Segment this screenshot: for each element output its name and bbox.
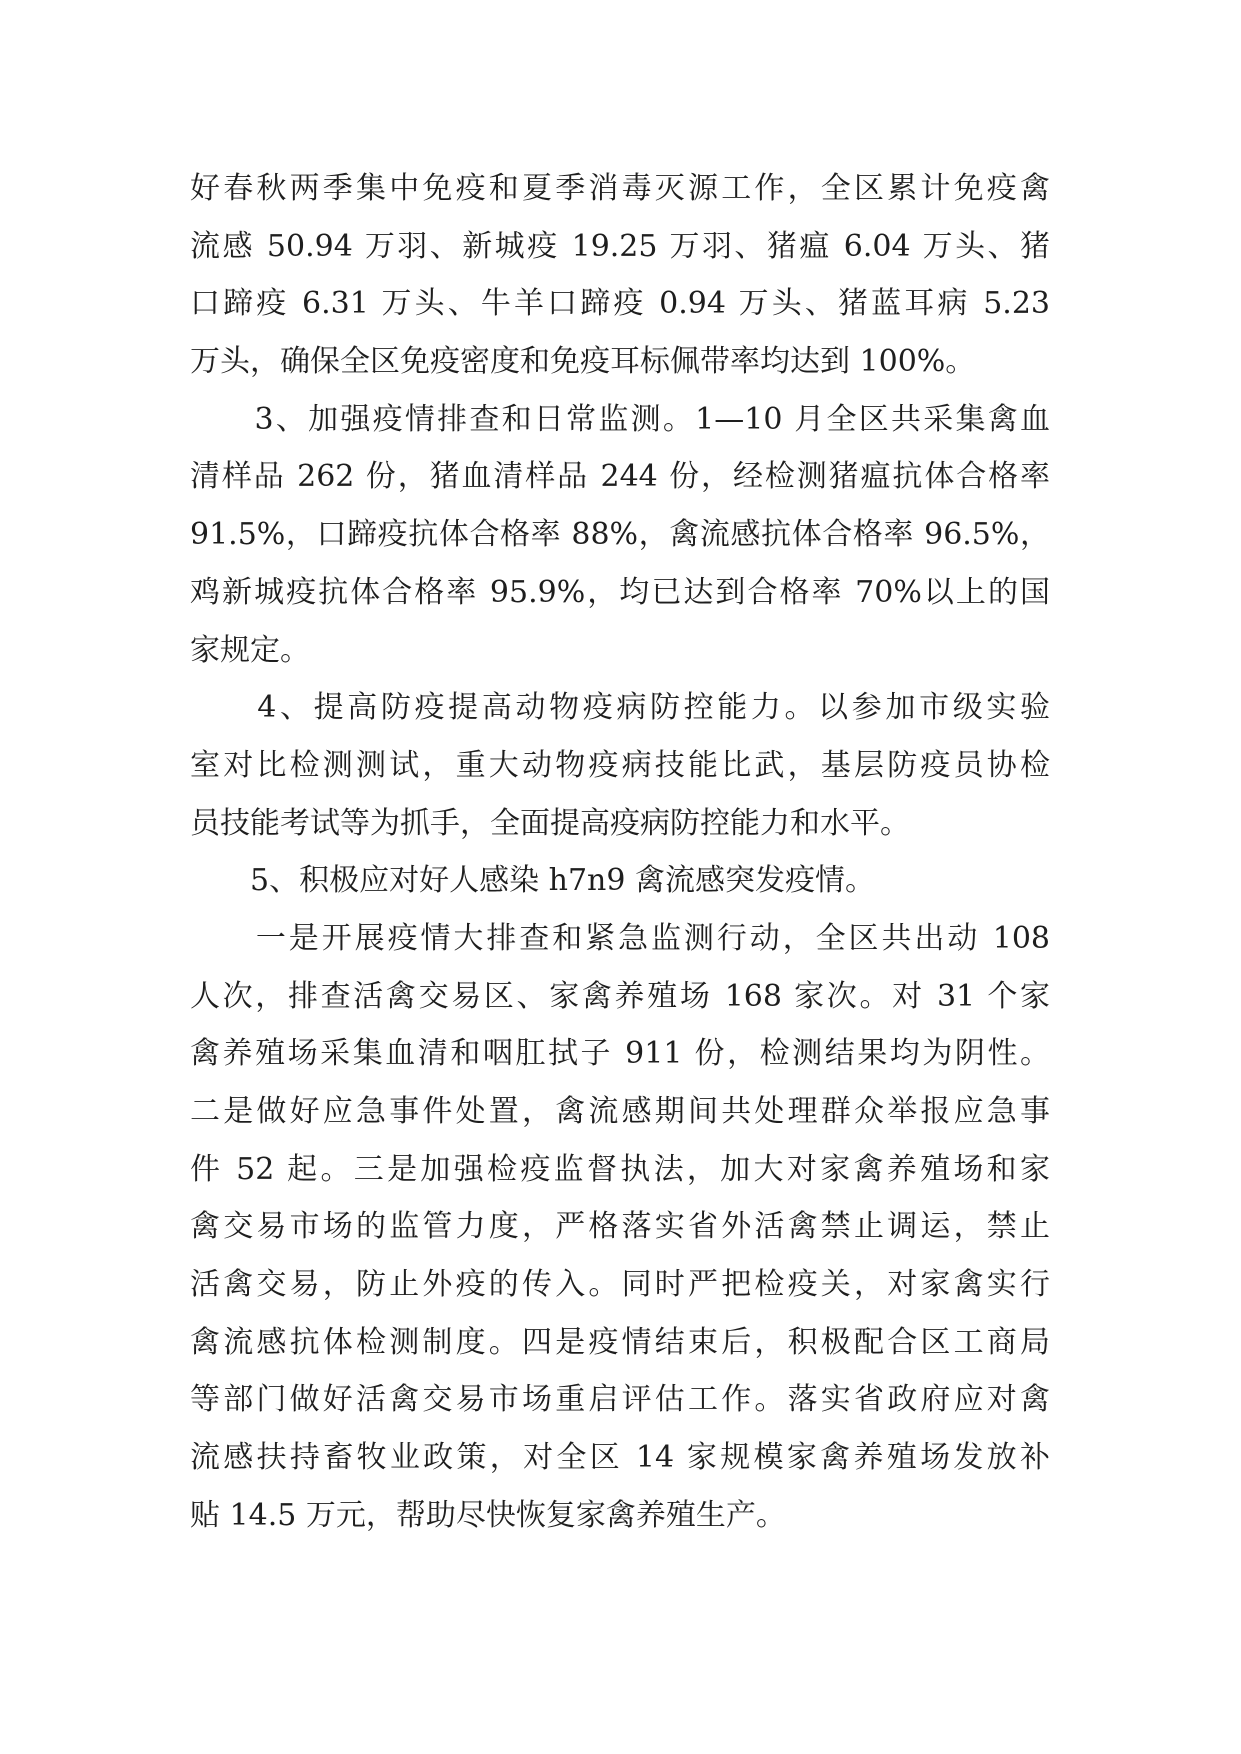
text-line: 活禽交易，防止外疫的传入。同时严把检疫关，对家禽实行 — [190, 1267, 1050, 1303]
text-line: 二是做好应急事件处置，禽流感期间共处理群众举报应急事 — [190, 1094, 1050, 1129]
text-line: 家规定。 — [190, 632, 310, 668]
text-line: 4、提高防疫提高动物疫病防控能力。以参加市级实验 — [190, 690, 1050, 726]
text-line: 件 52 起。三是加强检疫监督执法，加大对家禽养殖场和家 — [190, 1151, 1050, 1187]
text-line: 万头，确保全区免疫密度和免疫耳标佩带率均达到 100%。 — [190, 344, 976, 380]
text-line: 流感 50.94 万羽、新城疫 19.25 万羽、猪瘟 6.04 万头、猪 — [190, 228, 1050, 264]
text-line: 室对比检测测试，重大动物疫病技能比武，基层防疫员协检 — [190, 747, 1050, 783]
text-line: 好春秋两季集中免疫和夏季消毒灭源工作，全区累计免疫禽 — [190, 171, 1050, 206]
text-line: 3、加强疫情排查和日常监测。1—10 月全区共采集禽血 — [190, 401, 1050, 437]
text-line: 清样品 262 份，猪血清样品 244 份，经检测猪瘟抗体合格率 — [190, 459, 1050, 495]
text-line: 员技能考试等为抓手，全面提高疫病防控能力和水平。 — [190, 805, 910, 841]
text-line: 禽流感抗体检测制度。四是疫情结束后，积极配合区工商局 — [190, 1324, 1050, 1360]
text-line: 等部门做好活禽交易市场重启评估工作。落实省政府应对禽 — [190, 1382, 1050, 1418]
text-line: 禽交易市场的监管力度，严格落实省外活禽禁止调运，禁止 — [190, 1209, 1050, 1245]
text-line: 一是开展疫情大排查和紧急监测行动，全区共出动 108 — [190, 920, 1050, 956]
text-line: 口蹄疫 6.31 万头、牛羊口蹄疫 0.94 万头、猪蓝耳病 5.23 — [190, 286, 1050, 322]
text-line: 鸡新城疫抗体合格率 95.9%，均已达到合格率 70%以上的国 — [190, 574, 1050, 610]
text-line: 5、积极应对好人感染 h7n9 禽流感突发疫情。 — [190, 863, 875, 899]
text-line: 禽养殖场采集血清和咽肛拭子 911 份，检测结果均为阴性。 — [190, 1036, 1050, 1072]
text-line: 人次，排查活禽交易区、家禽养殖场 168 家次。对 31 个家 — [190, 978, 1050, 1014]
text-line: 贴 14.5 万元，帮助尽快恢复家禽养殖生产。 — [190, 1497, 786, 1533]
text-line: 91.5%，口蹄疫抗体合格率 88%，禽流感抗体合格率 96.5%， — [190, 517, 1050, 553]
body-text — [190, 160, 1050, 1545]
text-line: 流感扶持畜牧业政策，对全区 14 家规模家禽养殖场发放补 — [190, 1440, 1050, 1476]
